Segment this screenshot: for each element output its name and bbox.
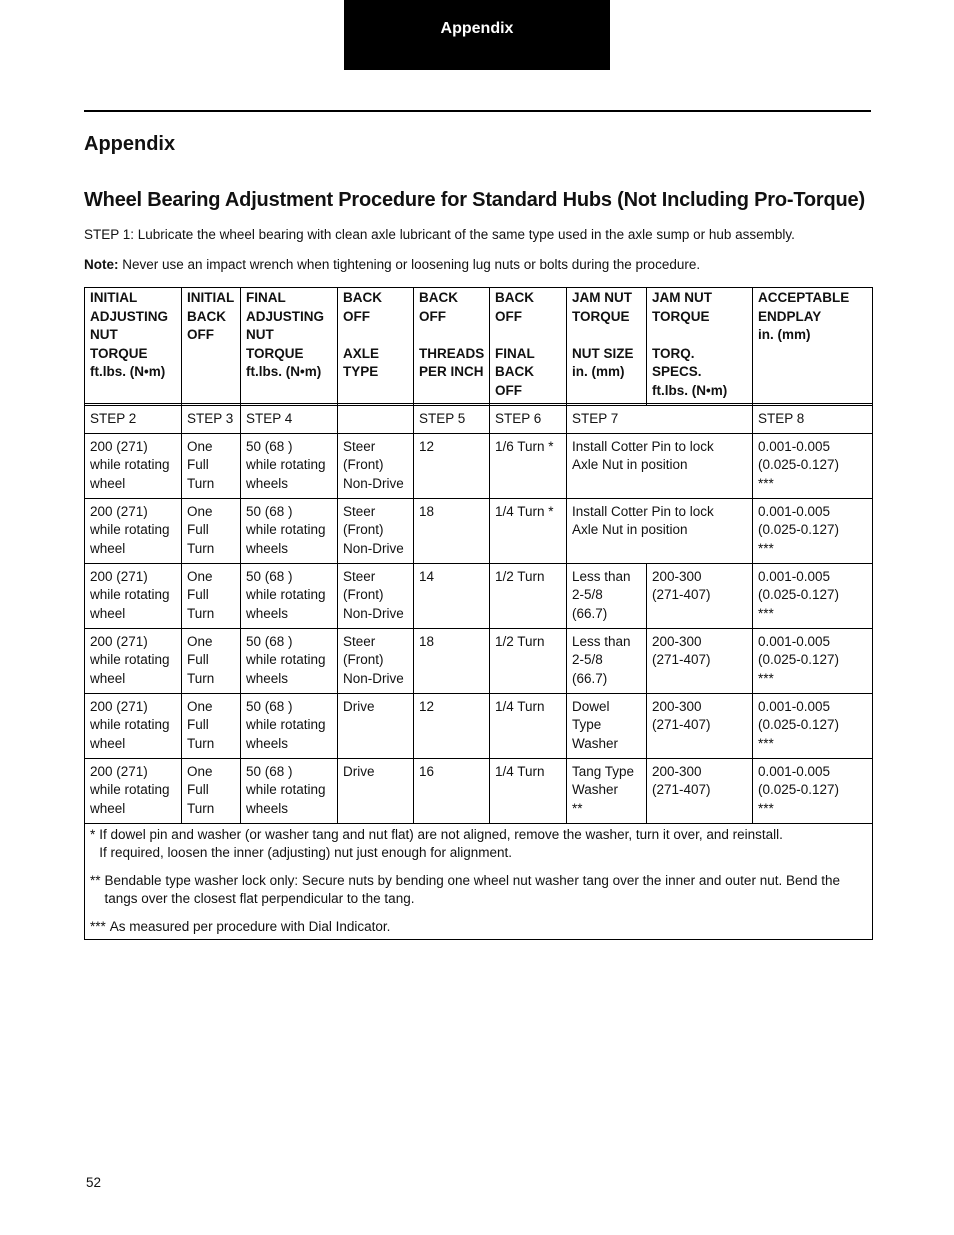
section-heading: Appendix: [84, 133, 176, 155]
table-cell: 12: [414, 433, 490, 498]
table-cell: 50 (68 ) while rotating wheels: [241, 433, 338, 498]
table-cell: Less than 2-5/8 (66.7): [567, 628, 647, 693]
step-cell: STEP 7: [567, 405, 753, 433]
table-cell: One Full Turn: [182, 758, 241, 823]
table-cell: 1/4 Turn: [490, 693, 567, 758]
table-cell: 50 (68 ) while rotating wheels: [241, 758, 338, 823]
table-cell: 0.001-0.005 (0.025-0.127) ***: [753, 628, 873, 693]
table-cell: Drive: [338, 758, 414, 823]
table-cell: 50 (68 ) while rotating wheels: [241, 498, 338, 563]
column-header-label: FINAL ADJUSTING NUT TORQUE ft.lbs. (N•m): [246, 290, 325, 380]
table-row: [85, 563, 873, 628]
note-text: Never use an impact wrench when tightening or loosening lug nuts or bolts during the procedure.: [118, 257, 701, 272]
column-header-label: JAM NUT TORQUE NUT SIZE in. (mm): [572, 290, 634, 380]
table-cell: 200 (271) while rotating wheel: [85, 563, 182, 628]
step-cell: STEP 6: [490, 405, 567, 433]
step-cell: [338, 405, 414, 433]
table-cell: 200 (271) while rotating wheel: [85, 758, 182, 823]
column-header: [647, 288, 753, 404]
page-title: Wheel Bearing Adjustment Procedure for Standard Hubs (Not Including Pro-Torque): [84, 189, 865, 211]
table-cell: 200-300 (271-407): [647, 758, 753, 823]
column-header-label: INITIAL ADJUSTING NUT TORQUE ft.lbs. (N•m): [90, 290, 169, 380]
section-tab-label: Appendix: [440, 20, 514, 37]
step-cell: STEP 2: [85, 405, 182, 433]
steps-row: [85, 405, 873, 433]
table-cell: 50 (68 ) while rotating wheels: [241, 563, 338, 628]
table-cell: 18: [414, 498, 490, 563]
footnote-mark: **: [90, 872, 101, 888]
table-cell: 1/6 Turn *: [490, 433, 567, 498]
table-cell: Steer (Front) Non-Drive: [338, 433, 414, 498]
table-cell: 50 (68 ) while rotating wheels: [241, 693, 338, 758]
table-cell: 1/4 Turn *: [490, 498, 567, 563]
table-cell: 0.001-0.005 (0.025-0.127) ***: [753, 433, 873, 498]
table-cell: 200-300 (271-407): [647, 628, 753, 693]
table-row: [85, 628, 873, 693]
adjustment-table: [84, 287, 873, 940]
footnote: [90, 826, 867, 863]
table-cell: 18: [414, 628, 490, 693]
footnotes-row: [85, 823, 873, 939]
table-cell: 200-300 (271-407): [647, 693, 753, 758]
column-header: [753, 288, 873, 404]
footnote-text: If dowel pin and washer (or washer tang and nut flat) are not aligned, remove the washer, turn it over, and reinstall. If required, loosen the inner (adjusting) nut just enough for alignment.: [99, 826, 783, 861]
table-cell: 14: [414, 563, 490, 628]
table-cell: 1/2 Turn: [490, 628, 567, 693]
table-cell: Drive: [338, 693, 414, 758]
column-header: [85, 288, 182, 404]
column-header-label: INITIAL BACK OFF: [187, 290, 235, 343]
footnote-mark: ***: [90, 918, 106, 934]
column-header: [567, 288, 647, 404]
footnote: [90, 872, 867, 909]
table-cell: 16: [414, 758, 490, 823]
table-cell: 0.001-0.005 (0.025-0.127) ***: [753, 693, 873, 758]
step-1-text: STEP 1: Lubricate the wheel bearing with clean axle lubricant of the same type used in the axle sump or hub assembly.: [84, 227, 795, 242]
table-cell: One Full Turn: [182, 433, 241, 498]
table-cell: 50 (68 ) while rotating wheels: [241, 628, 338, 693]
note-label: Note:: [84, 257, 119, 272]
column-header: [182, 288, 241, 404]
table-cell: Install Cotter Pin to lock Axle Nut in position: [567, 433, 753, 498]
table-cell: One Full Turn: [182, 563, 241, 628]
table-cell: 0.001-0.005 (0.025-0.127) ***: [753, 498, 873, 563]
header-rule: [84, 110, 871, 112]
table-cell: Steer (Front) Non-Drive: [338, 628, 414, 693]
column-header: [241, 288, 338, 404]
step-cell: STEP 4: [241, 405, 338, 433]
table-cell: 1/4 Turn: [490, 758, 567, 823]
table-row: [85, 433, 873, 498]
table-cell: One Full Turn: [182, 628, 241, 693]
column-header-label: JAM NUT TORQUE TORQ. SPECS. ft.lbs. (N•m): [652, 290, 728, 398]
step-cell: STEP 3: [182, 405, 241, 433]
step-cell: STEP 5: [414, 405, 490, 433]
footnote-text: As measured per procedure with Dial Indicator.: [109, 918, 391, 934]
table-cell: 1/2 Turn: [490, 563, 567, 628]
column-header-label: ACCEPTABLE ENDPLAY in. (mm): [758, 290, 850, 343]
column-header-label: BACK OFF FINAL BACK OFF: [495, 290, 535, 398]
footnotes-cell: [85, 823, 873, 939]
footnote-mark: *: [90, 826, 96, 842]
table-cell: 12: [414, 693, 490, 758]
column-header-label: BACK OFF THREADS PER INCH: [419, 290, 485, 380]
page-number: 52: [86, 1175, 102, 1190]
table-cell: Steer (Front) Non-Drive: [338, 498, 414, 563]
column-header: [414, 288, 490, 404]
note-paragraph: [84, 257, 700, 272]
table-cell: Less than 2-5/8 (66.7): [567, 563, 647, 628]
column-header: [338, 288, 414, 404]
table-cell: One Full Turn: [182, 498, 241, 563]
footnote-text: Bendable type washer lock only: Secure nuts by bending one wheel nut washer tang over the inner and outer nut. Bend the tangs over the closest flat perpendicular to the tang.: [104, 872, 841, 907]
table-cell: 200 (271) while rotating wheel: [85, 693, 182, 758]
table-cell: 200 (271) while rotating wheel: [85, 498, 182, 563]
table-header-row: [85, 288, 873, 404]
table-cell: 0.001-0.005 (0.025-0.127) ***: [753, 758, 873, 823]
section-tab: [344, 0, 610, 70]
table-cell: Dowel Type Washer: [567, 693, 647, 758]
table-cell: Tang Type Washer **: [567, 758, 647, 823]
table-cell: 200 (271) while rotating wheel: [85, 433, 182, 498]
table-row: [85, 693, 873, 758]
table-cell: One Full Turn: [182, 693, 241, 758]
table-cell: Steer (Front) Non-Drive: [338, 563, 414, 628]
column-header-label: BACK OFF AXLE TYPE: [343, 290, 382, 380]
table-row: [85, 498, 873, 563]
table-cell: 200-300 (271-407): [647, 563, 753, 628]
step-cell: STEP 8: [753, 405, 873, 433]
column-header: [490, 288, 567, 404]
table-cell: 0.001-0.005 (0.025-0.127) ***: [753, 563, 873, 628]
table-cell: Install Cotter Pin to lock Axle Nut in position: [567, 498, 753, 563]
footnote: [90, 918, 867, 937]
table-row: [85, 758, 873, 823]
table-cell: 200 (271) while rotating wheel: [85, 628, 182, 693]
